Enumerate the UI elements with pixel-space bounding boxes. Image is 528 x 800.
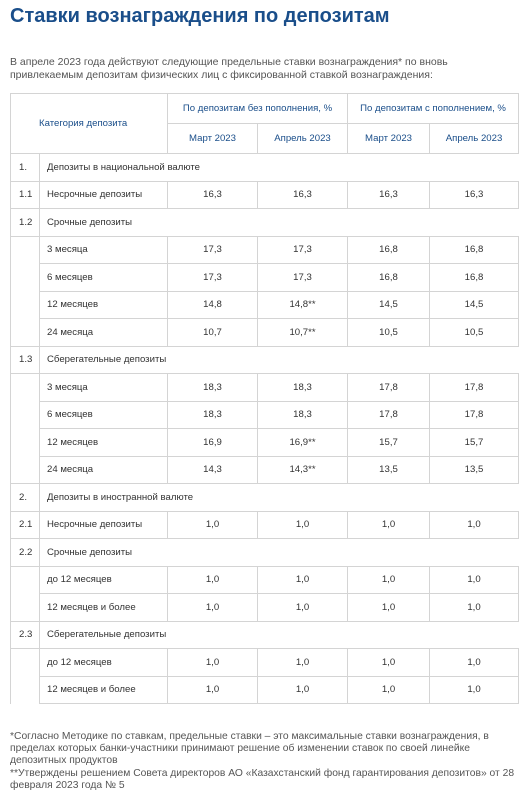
- rate-value: 14,3: [168, 456, 258, 484]
- rate-value: 16,8: [430, 264, 519, 292]
- row-label: 6 месяцев: [40, 401, 168, 429]
- table-row: [11, 566, 519, 594]
- table-row: [11, 374, 519, 402]
- row-number: 1.1: [11, 181, 40, 209]
- table-row: [11, 181, 519, 209]
- row-number: [11, 649, 40, 677]
- rate-value: 16,9: [168, 429, 258, 457]
- rate-value: 17,3: [168, 236, 258, 264]
- row-number: [11, 676, 40, 704]
- rate-value: 17,8: [348, 374, 430, 402]
- rate-value: 1,0: [348, 566, 430, 594]
- row-number: [11, 429, 40, 457]
- table-row: [11, 429, 519, 457]
- rate-value: 10,7**: [258, 319, 348, 347]
- rate-value: 1,0: [348, 649, 430, 677]
- group-label: Сберегательные депозиты: [40, 621, 519, 649]
- row-label: 24 месяца: [40, 319, 168, 347]
- rate-value: 13,5: [348, 456, 430, 484]
- column-header-april: Апрель 2023: [258, 124, 348, 154]
- section-row: [11, 154, 519, 182]
- row-label: 3 месяца: [40, 236, 168, 264]
- row-number: [11, 566, 40, 594]
- rate-value: 17,3: [258, 236, 348, 264]
- rate-value: 18,3: [258, 374, 348, 402]
- rates-table-body: [11, 154, 519, 704]
- column-group-without-top-up: По депозитам без пополнения, %: [168, 94, 348, 124]
- table-row: [11, 649, 519, 677]
- row-number: 2.2: [11, 539, 40, 567]
- row-number: 1.2: [11, 209, 40, 237]
- group-row: [11, 621, 519, 649]
- footnote-2: **Утверждены решением Совета директоров АО «Казахстанский фонд гарантирования депозитов» от 28 февраля 2023 года № 5: [10, 767, 515, 791]
- rates-table: [10, 93, 519, 704]
- rate-value: 1,0: [348, 594, 430, 622]
- row-number: [11, 374, 40, 402]
- rate-value: 13,5: [430, 456, 519, 484]
- section-row: [11, 484, 519, 512]
- column-header-category: Категория депозита: [11, 94, 168, 154]
- rate-value: 10,5: [348, 319, 430, 347]
- rate-value: 1,0: [258, 566, 348, 594]
- rate-value: 15,7: [430, 429, 519, 457]
- rate-value: 16,8: [430, 236, 519, 264]
- row-number: [11, 264, 40, 292]
- table-row: [11, 456, 519, 484]
- column-header-march: Март 2023: [348, 124, 430, 154]
- rate-value: 15,7: [348, 429, 430, 457]
- rate-value: 1,0: [258, 594, 348, 622]
- rate-value: 1,0: [258, 511, 348, 539]
- table-row: [11, 511, 519, 539]
- row-number: [11, 594, 40, 622]
- row-number: [11, 291, 40, 319]
- table-row: [11, 291, 519, 319]
- group-row: [11, 346, 519, 374]
- rate-value: 1,0: [258, 649, 348, 677]
- rate-value: 14,8: [168, 291, 258, 319]
- page-title: Ставки вознаграждения по депозитам: [10, 5, 390, 27]
- table-row: [11, 236, 519, 264]
- section-label: Депозиты в национальной валюте: [40, 154, 519, 182]
- table-row: [11, 594, 519, 622]
- rate-value: 1,0: [348, 511, 430, 539]
- row-number: 2.3: [11, 621, 40, 649]
- row-number: [11, 401, 40, 429]
- rate-value: 14,5: [348, 291, 430, 319]
- rate-value: 17,3: [168, 264, 258, 292]
- rate-value: 1,0: [168, 566, 258, 594]
- group-row: [11, 539, 519, 567]
- rate-value: 1,0: [430, 566, 519, 594]
- row-label: 12 месяцев: [40, 429, 168, 457]
- rate-value: 1,0: [168, 594, 258, 622]
- row-number: [11, 236, 40, 264]
- rate-value: 1,0: [430, 676, 519, 704]
- row-label: 12 месяцев и более: [40, 594, 168, 622]
- rate-value: 1,0: [430, 649, 519, 677]
- footnotes: [10, 731, 522, 792]
- section-label: Депозиты в иностранной валюте: [40, 484, 519, 512]
- rate-value: 1,0: [258, 676, 348, 704]
- rate-value: 18,3: [258, 401, 348, 429]
- rate-value: 14,5: [430, 291, 519, 319]
- rate-value: 17,8: [430, 374, 519, 402]
- rate-value: 16,3: [258, 181, 348, 209]
- rate-value: 16,8: [348, 264, 430, 292]
- row-number: 2.: [11, 484, 40, 512]
- row-number: [11, 319, 40, 347]
- rate-value: 14,3**: [258, 456, 348, 484]
- row-label: Несрочные депозиты: [40, 511, 168, 539]
- rate-value: 16,3: [168, 181, 258, 209]
- table-row: [11, 676, 519, 704]
- rate-value: 17,8: [348, 401, 430, 429]
- row-label: до 12 месяцев: [40, 649, 168, 677]
- column-group-with-top-up: По депозитам с пополнением, %: [348, 94, 519, 124]
- table-row: [11, 319, 519, 347]
- rate-value: 17,8: [430, 401, 519, 429]
- rate-value: 16,8: [348, 236, 430, 264]
- row-number: 1.: [11, 154, 40, 182]
- row-label: 12 месяцев и более: [40, 676, 168, 704]
- row-number: 2.1: [11, 511, 40, 539]
- row-label: 3 месяца: [40, 374, 168, 402]
- table-row: [11, 264, 519, 292]
- rate-value: 17,3: [258, 264, 348, 292]
- rate-value: 1,0: [168, 676, 258, 704]
- rate-value: 10,7: [168, 319, 258, 347]
- rate-value: 1,0: [430, 594, 519, 622]
- rate-value: 1,0: [348, 676, 430, 704]
- rate-value: 16,3: [348, 181, 430, 209]
- row-label: 6 месяцев: [40, 264, 168, 292]
- row-label: Несрочные депозиты: [40, 181, 168, 209]
- footnote-1: *Согласно Методике по ставкам, предельные ставки – это максимальные ставки вознаграждения, в пределах которых банки-участники принимают решение об изменении ставок по своей линейке депозитных продуктов: [10, 731, 489, 767]
- rate-value: 1,0: [430, 511, 519, 539]
- rate-value: 1,0: [168, 511, 258, 539]
- group-label: Сберегательные депозиты: [40, 346, 519, 374]
- table-row: [11, 401, 519, 429]
- rate-value: 1,0: [168, 649, 258, 677]
- rate-value: 10,5: [430, 319, 519, 347]
- row-label: до 12 месяцев: [40, 566, 168, 594]
- rate-value: 14,8**: [258, 291, 348, 319]
- rate-value: 16,9**: [258, 429, 348, 457]
- group-label: Срочные депозиты: [40, 539, 519, 567]
- row-label: 12 месяцев: [40, 291, 168, 319]
- column-header-april: Апрель 2023: [430, 124, 519, 154]
- column-header-march: Март 2023: [168, 124, 258, 154]
- row-label: 24 месяца: [40, 456, 168, 484]
- rate-value: 16,3: [430, 181, 519, 209]
- row-number: 1.3: [11, 346, 40, 374]
- group-label: Срочные депозиты: [40, 209, 519, 237]
- rate-value: 18,3: [168, 401, 258, 429]
- row-number: [11, 456, 40, 484]
- rate-value: 18,3: [168, 374, 258, 402]
- intro-text: В апреле 2023 года действуют следующие предельные ставки вознаграждения* по вновь привлекаемым депозитам физических лиц с фиксированной ставкой вознаграждения:: [10, 56, 448, 81]
- group-row: [11, 209, 519, 237]
